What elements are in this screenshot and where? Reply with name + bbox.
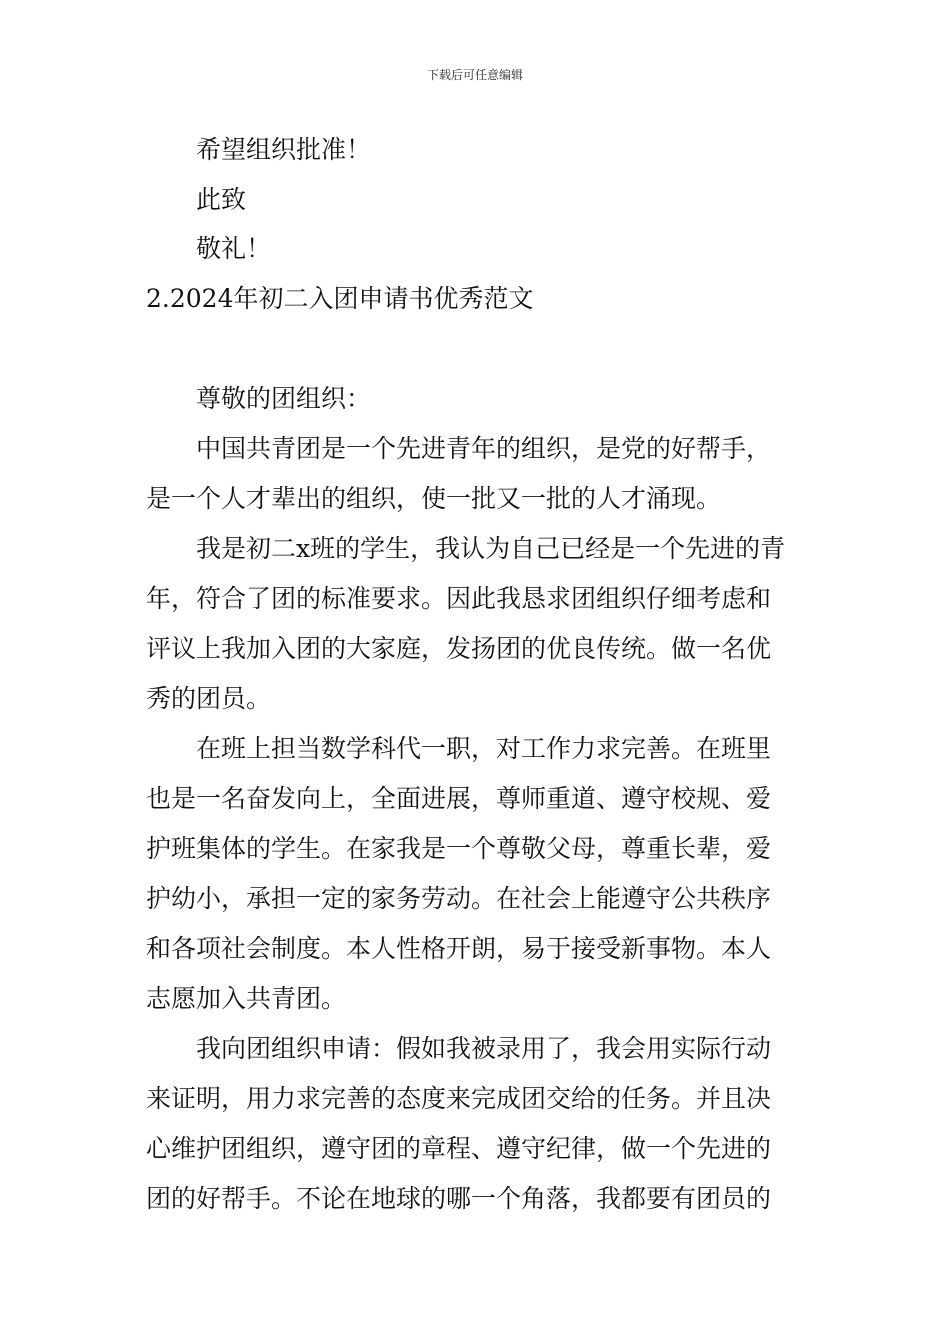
paragraph-line: 志愿加入共青团。	[146, 984, 347, 1013]
page-header-note: 下载后可任意编辑	[426, 68, 523, 82]
paragraph-line: 我向团组织申请：假如我被录用了，我会用实际行动	[196, 1034, 772, 1063]
paragraph-line: 在班上担当数学科代一职，对工作力求完善。在班里	[196, 734, 772, 763]
paragraph-line: 和各项社会制度。本人性格开朗，易于接受新事物。本人	[146, 934, 772, 963]
paragraph-line: 是一个人才辈出的组织，使一批又一批的人才涌现。	[146, 484, 722, 513]
paragraph-line: 秀的团员。	[146, 684, 272, 713]
closing-hope: 希望组织批准！	[196, 135, 372, 164]
paragraph-line: 也是一名奋发向上，全面进展，尊师重道、遵守校规、爱	[146, 784, 772, 813]
paragraph-line: 评议上我加入团的大家庭，发扬团的优良传统。做一名优	[146, 634, 772, 663]
paragraph-line: 护幼小，承担一定的家务劳动。在社会上能遵守公共秩序	[146, 884, 772, 913]
paragraph-line: 心维护团组织，遵守团的章程、遵守纪律，做一个先进的	[146, 1134, 772, 1163]
salutation-line-1: 此致	[196, 185, 247, 214]
paragraph-line: 团的好帮手。不论在地球的哪一个角落，我都要有团员的	[146, 1184, 772, 1213]
letter-greeting: 尊敬的团组织：	[196, 384, 372, 413]
paragraph-line: 护班集体的学生。在家我是一个尊敬父母，尊重长辈，爱	[146, 834, 772, 863]
salutation-line-2: 敬礼！	[196, 234, 272, 263]
section-title: 2.2024年初二入团申请书优秀范文	[146, 284, 534, 313]
paragraph-line: 我是初二x班的学生，我认为自己已经是一个先进的青	[196, 534, 786, 563]
paragraph-line: 年，符合了团的标准要求。因此我恳求团组织仔细考虑和	[146, 584, 772, 613]
paragraph-line: 中国共青团是一个先进青年的组织，是党的好帮手，	[196, 434, 772, 463]
paragraph-line: 来证明，用力求完善的态度来完成团交给的任务。并且决	[146, 1084, 772, 1113]
